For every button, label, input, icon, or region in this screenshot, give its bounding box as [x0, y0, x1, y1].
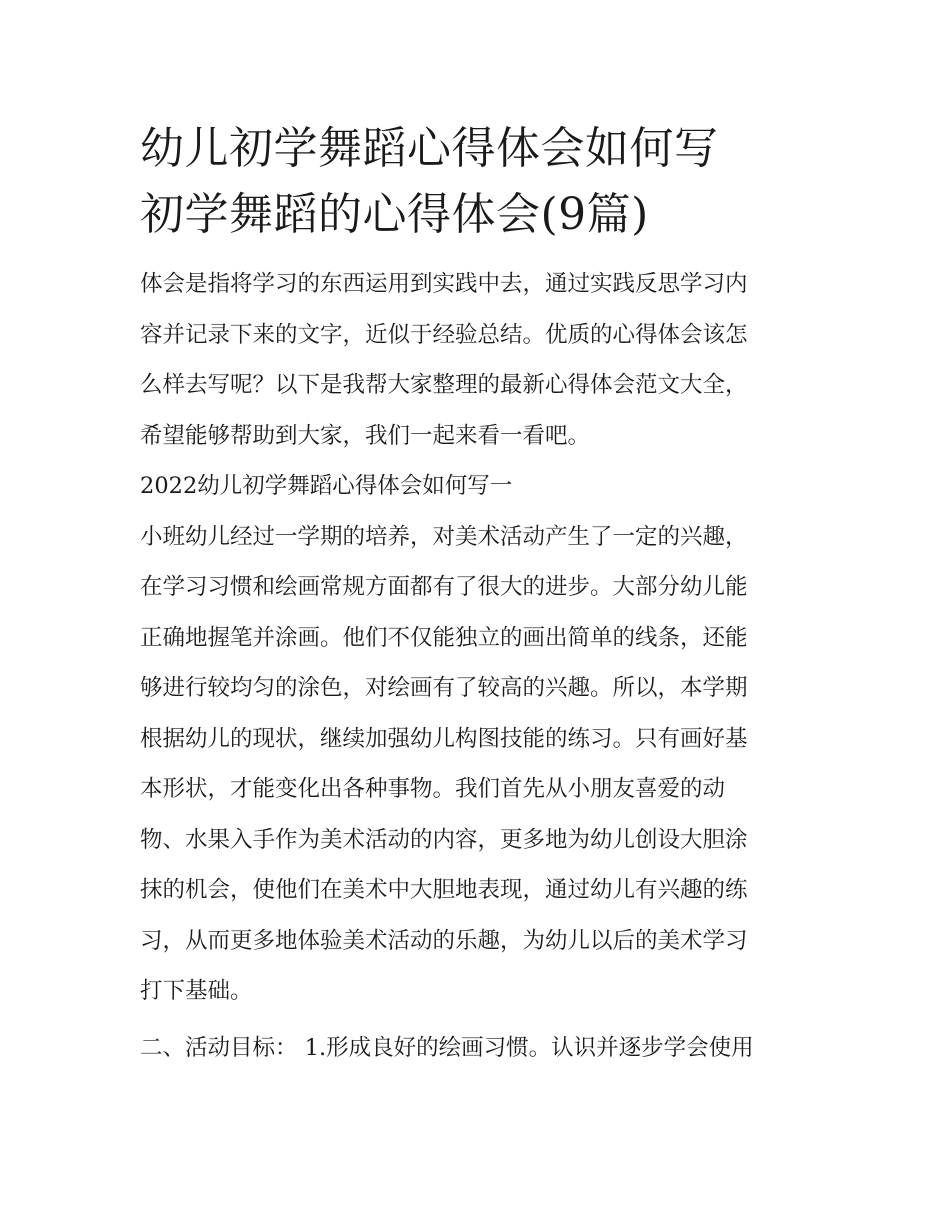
title-line: 幼儿初学舞蹈心得体会如何写: [140, 123, 719, 174]
body-line: 小班幼儿经过一学期的培养，对美术活动产生了一定的兴趣，: [140, 523, 748, 550]
intro-line: 容并记录下来的文字，近似于经验总结。优质的心得体会该怎: [140, 321, 748, 348]
body-line: 根据幼儿的现状，继续加强幼儿构图技能的练习。只有画好基: [140, 725, 748, 752]
body-line: 够进行较均匀的涂色，对绘画有了较高的兴趣。所以，本学期: [140, 675, 748, 701]
body-line: 抹的机会，使他们在美术中大胆地表现，通过幼儿有兴趣的练: [140, 877, 748, 903]
body-line: 正确地握笔并涂画。他们不仅能独立的画出简单的线条，还能: [140, 624, 748, 651]
intro-line: 希望能够帮助到大家，我们一起来看一看吧。: [140, 422, 591, 449]
document-content: [140, 116, 820, 1073]
body-line: 打下基础。: [140, 978, 253, 1004]
body-line: 本形状，才能变化出各种事物。我们首先从小朋友喜爱的动: [140, 776, 726, 802]
body-line: 物、水果入手作为美术活动的内容，更多地为幼儿创设大胆涂: [140, 826, 748, 853]
intro-line: 么样去写呢？以下是我帮大家整理的最新心得体会范文大全，: [140, 372, 748, 398]
body-line: 在学习习惯和绘画常规方面都有了很大的进步。大部分幼儿能: [140, 574, 748, 600]
intro-paragraph: [140, 259, 820, 461]
document-title: [140, 116, 820, 248]
title-line: 初学舞蹈的心得体会(9篇): [140, 189, 649, 240]
activity-goals-line: 二、活动目标： 1.形成良好的绘画习惯。认识并逐步学会使用: [140, 1034, 754, 1061]
intro-line: 体会是指将学习的东西运用到实践中去，通过实践反思学习内: [140, 271, 748, 297]
body-line: 习，从而更多地体验美术活动的乐趣，为幼儿以后的美术学习: [140, 927, 748, 954]
body-paragraph: [140, 512, 820, 1017]
section-heading: 2022幼儿初学舞蹈心得体会如何写一: [140, 473, 513, 499]
